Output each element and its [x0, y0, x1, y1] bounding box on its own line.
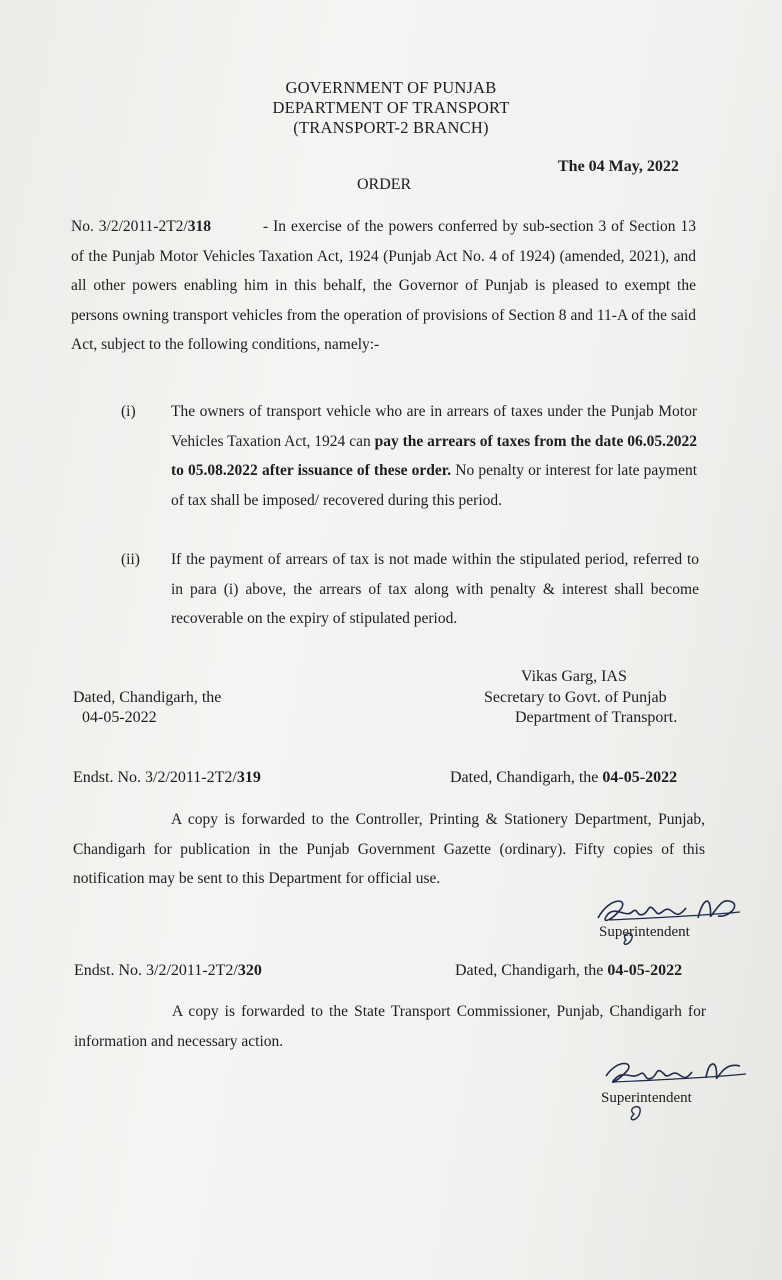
endorsement-1-dated: [450, 769, 677, 787]
endorsement-1-body: A copy is forwarded to the Controller, Printing & Stationery Department, Punjab, Chandigarh for publication in the Punjab Government Gazette (ordinary). Fifty copies of this notification may be sent to this Department for official use.: [73, 811, 705, 887]
condition-2-marker: (ii): [121, 551, 140, 568]
order-paragraph: [71, 212, 696, 360]
header-line-3: (TRANSPORT-2 BRANCH): [293, 118, 489, 137]
order-number: 318: [187, 218, 211, 235]
condition-1-text-bold: pay the arrears of taxes from the date 06.05.2022 to 05.08.2022 after issuance of these order.: [171, 432, 697, 479]
order-number-prefix: No. 3/2/2011-2T2/: [71, 218, 188, 235]
order-intro-text: - In exercise of the powers conferred by sub-section 3 of Section 13 of the Punjab Motor Vehicles Taxation Act, 1924 (Punjab Act No. 4 of 1924) (amended, 2021), and all other powers enabling him in this behalf, the Governor of Punjab is pleased to exempt the persons owning transport vehicles from the operation of provisions of Section 8 and 11-A of the said Act, subject to the following conditions, namely:-: [71, 218, 696, 353]
endorsement-2-prefix: Endst. No. 3/2/2011-2T2/: [74, 962, 238, 979]
endorsement-1-dated-value: 04-05-2022: [602, 769, 678, 786]
condition-1-marker: (i): [121, 403, 136, 420]
signatory-dept: Department of Transport.: [515, 709, 678, 726]
condition-1-text: [171, 397, 697, 515]
endorsement-2-dated-value: 04-05-2022: [607, 962, 683, 979]
endorsement-2-dated: [455, 962, 682, 980]
order-date: The 04 May, 2022: [558, 158, 679, 175]
signatory-name: Vikas Garg, IAS: [521, 668, 627, 685]
endorsement-1-num: 319: [236, 769, 261, 786]
endorsement-2-dated-prefix: Dated, Chandigarh, the: [455, 962, 608, 979]
condition-1-text-c: No penalty or interest for late payment of tax shall be imposed/ recovered during this period.: [171, 462, 698, 509]
order-title: ORDER: [357, 176, 412, 193]
endorsement-1-number: [73, 769, 261, 787]
dated-line-1: Dated, Chandigarh, the: [73, 689, 222, 706]
endorsement-2-body: A copy is forwarded to the State Transport Commissioner, Punjab, Chandigarh for information and necessary action.: [74, 1003, 706, 1050]
endorsement-2-number: [74, 962, 262, 980]
condition-2-text: If the payment of arrears of tax is not made within the stipulated period, referred to in para (i) above, the arrears of tax along with penalty & interest shall become recoverable on the expiry of stipulated period.: [171, 551, 699, 627]
endorsement-2-num: 320: [237, 962, 262, 979]
endorsement-1-prefix: Endst. No. 3/2/2011-2T2/: [73, 769, 237, 786]
endorsement-1-dated-prefix: Dated, Chandigarh, the: [450, 769, 603, 786]
signatory-title: Secretary to Govt. of Punjab: [484, 689, 667, 706]
endorsement-1-sign-title: Superintendent: [599, 924, 690, 940]
header-line-1: GOVERNMENT OF PUNJAB: [285, 78, 497, 97]
signature-1-scribble: [590, 888, 760, 958]
dated-line-2: 04-05-2022: [82, 709, 157, 726]
header-line-2: DEPARTMENT OF TRANSPORT: [272, 98, 510, 117]
condition-1-text-a: The owners of transport vehicle who are in arrears of taxes under the Punjab Motor Vehicles Taxation Act, 1924 can: [171, 403, 697, 450]
endorsement-2-sign-title: Superintendent: [601, 1090, 692, 1106]
signature-1: [590, 888, 760, 958]
